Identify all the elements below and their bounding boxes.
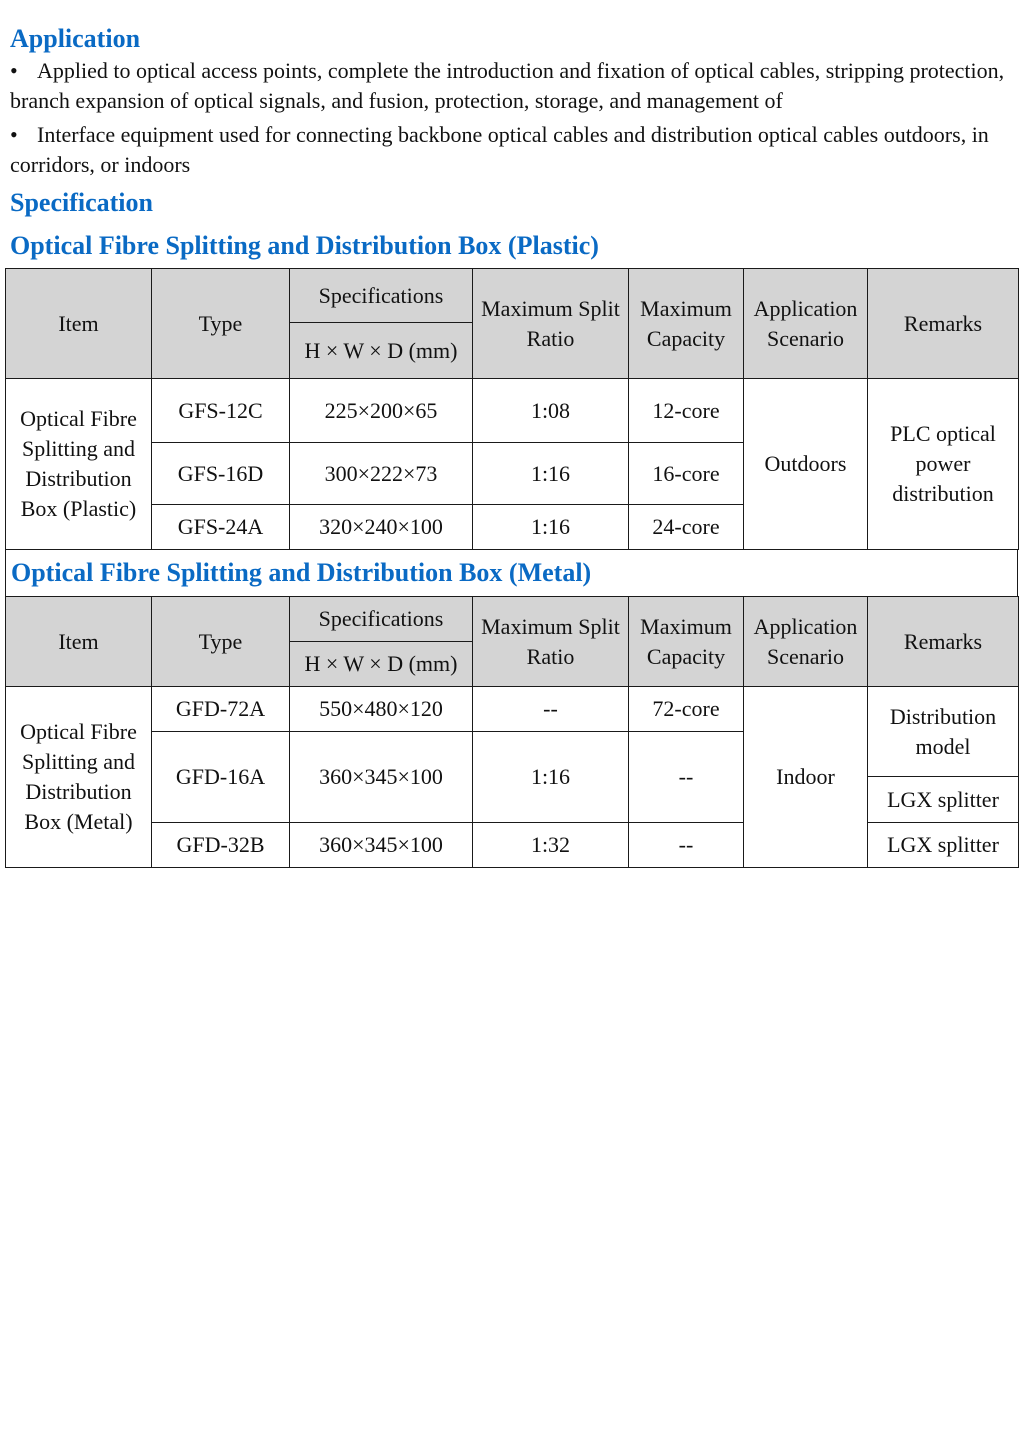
dimensions-cell: 320×240×100 (290, 505, 473, 550)
header-specifications: Specifications (290, 597, 473, 642)
header-split-ratio: Maximum Split Ratio (473, 597, 629, 687)
header-dimensions: H × W × D (mm) (290, 323, 473, 379)
split-ratio-cell: 1:16 (473, 732, 629, 823)
bullet-text: Interface equipment used for connecting backbone optical cables and distribution optical cables outdoors, in corridors, or indoors (10, 122, 989, 177)
plastic-table-title: Optical Fibre Splitting and Distribution Box (Plastic) (10, 231, 599, 260)
capacity-cell: 16-core (629, 443, 744, 505)
table-row (6, 823, 1019, 868)
bullet-dot: • (10, 58, 18, 83)
metal-spec-table (5, 596, 1019, 868)
application-heading: Application (10, 24, 141, 53)
remarks-cell: Distribution model (868, 687, 1019, 777)
bullet-dot: • (10, 122, 18, 147)
item-cell: Optical Fibre Splitting and Distribution Box (Metal) (6, 687, 152, 868)
split-ratio-cell: 1:32 (473, 823, 629, 868)
plastic-spec-table (5, 268, 1019, 550)
header-capacity: Maximum Capacity (629, 597, 744, 687)
dimensions-cell: 300×222×73 (290, 443, 473, 505)
header-remarks: Remarks (868, 269, 1019, 379)
split-ratio-cell: 1:08 (473, 379, 629, 443)
remarks-cell: PLC optical power distribution (868, 379, 1019, 550)
table-row (6, 687, 1019, 732)
type-cell: GFS-24A (152, 505, 290, 550)
capacity-cell: 24-core (629, 505, 744, 550)
capacity-cell: -- (629, 732, 744, 823)
capacity-cell: -- (629, 823, 744, 868)
header-scenario: Application Scenario (744, 597, 868, 687)
header-split-ratio: Maximum Split Ratio (473, 269, 629, 379)
split-ratio-cell: -- (473, 687, 629, 732)
scenario-cell: Outdoors (744, 379, 868, 550)
header-type: Type (152, 597, 290, 687)
dimensions-cell: 360×345×100 (290, 823, 473, 868)
dimensions-cell: 360×345×100 (290, 732, 473, 823)
remarks-cell: LGX splitter (868, 823, 1019, 868)
application-bullet-1 (10, 56, 1016, 116)
capacity-cell: 72-core (629, 687, 744, 732)
split-ratio-cell: 1:16 (473, 505, 629, 550)
header-dimensions: H × W × D (mm) (290, 642, 473, 687)
header-item: Item (6, 269, 152, 379)
metal-title-row (5, 550, 1018, 596)
header-item: Item (6, 597, 152, 687)
table-row (6, 379, 1019, 443)
dimensions-cell: 225×200×65 (290, 379, 473, 443)
header-specifications: Specifications (290, 269, 473, 323)
remarks-cell: LGX splitter (868, 777, 1019, 823)
type-cell: GFD-32B (152, 823, 290, 868)
type-cell: GFD-72A (152, 687, 290, 732)
split-ratio-cell: 1:16 (473, 443, 629, 505)
item-cell: Optical Fibre Splitting and Distribution Box (Plastic) (6, 379, 152, 550)
dimensions-cell: 550×480×120 (290, 687, 473, 732)
metal-table-title: Optical Fibre Splitting and Distribution Box (Metal) (11, 558, 592, 587)
scenario-cell: Indoor (744, 687, 868, 868)
bullet-text: Applied to optical access points, complete the introduction and fixation of optical cables, stripping protection, branch expansion of optical signals, and fusion, protection, storage, and management of (10, 58, 1005, 113)
header-scenario: Application Scenario (744, 269, 868, 379)
header-type: Type (152, 269, 290, 379)
capacity-cell: 12-core (629, 379, 744, 443)
specification-heading: Specification (10, 188, 153, 217)
type-cell: GFD-16A (152, 732, 290, 823)
type-cell: GFS-16D (152, 443, 290, 505)
type-cell: GFS-12C (152, 379, 290, 443)
header-remarks: Remarks (868, 597, 1019, 687)
application-bullet-2 (10, 120, 1016, 180)
header-capacity: Maximum Capacity (629, 269, 744, 379)
